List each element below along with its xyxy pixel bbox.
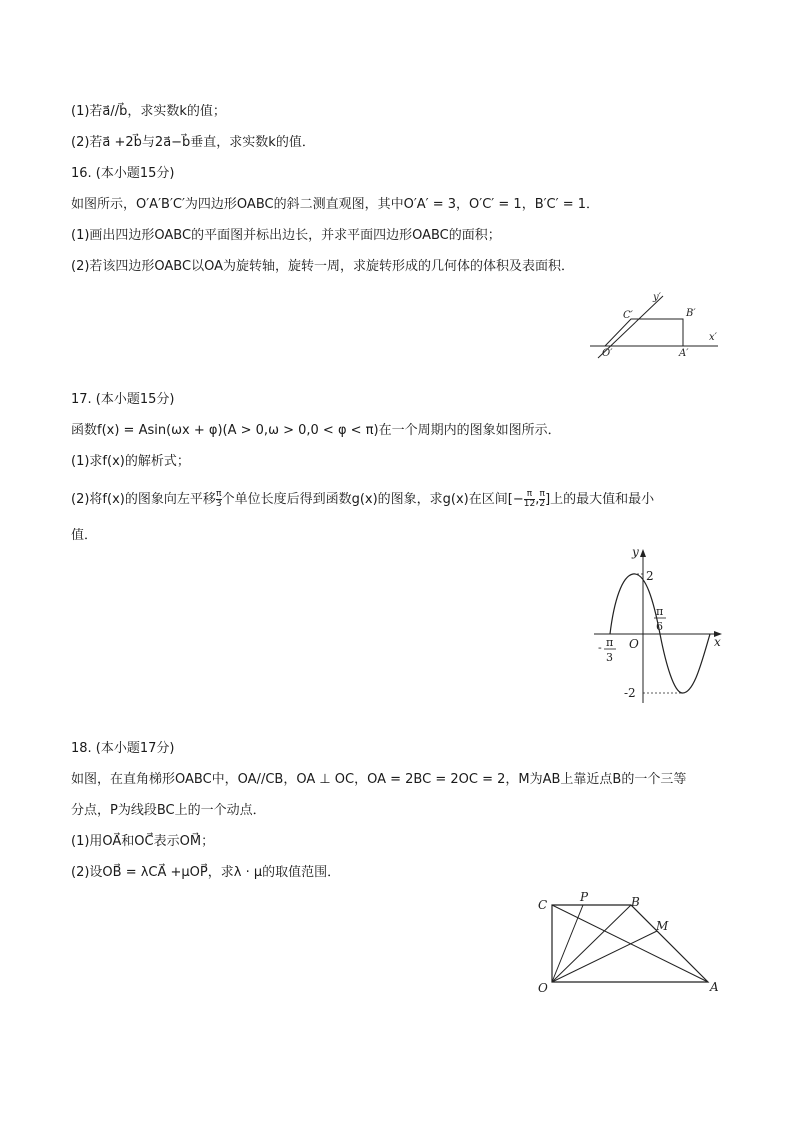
q16-part2: (2)若该四边形OABC以OA为旋转轴，旋转一周，求旋转形成的几何体的体积及表面积．	[71, 259, 574, 274]
label-y-prime: y′	[653, 292, 661, 303]
label-a-prime: A′	[679, 348, 689, 359]
tick-label-min: -2	[624, 686, 636, 700]
tick-label-pi6-num: π	[656, 605, 664, 618]
segment-ob	[552, 905, 631, 982]
segment-om	[552, 931, 657, 982]
tick-label-neg-sign: -	[598, 641, 602, 654]
label-b-prime: B′	[686, 308, 696, 319]
q18-figure	[530, 888, 730, 998]
frac-pi-3: $\frac{\pi}{3}$	[215, 489, 222, 509]
q16-stem: 如图所示，O′A′B′C′为四边形OABC的斜二测直观图，其中O′A′ = 3，O′C′ = 1，B′C′ = 1．	[71, 197, 600, 212]
segment-op	[552, 905, 583, 982]
q17-part1: (1)求f(x)的解析式；	[71, 454, 190, 469]
label-c: C	[538, 898, 548, 912]
q15-part1: (1)若a⃗//b⃗，求实数k的值；	[71, 104, 226, 119]
q17-part2-c: ]上的最大值和最小	[545, 492, 655, 507]
tick-label-pi6-den: 6	[656, 620, 663, 633]
q17-part2-a: (2)将f(x)的图象向左平移	[71, 492, 216, 507]
label-c-prime: C′	[623, 310, 633, 321]
q17-part2-b: 个单位长度后得到函数g(x)的图象，求g(x)在区间[−	[221, 492, 524, 507]
label-x-prime: x′	[709, 332, 717, 343]
q18-stem: 如图，在直角梯形OABC中，OA//CB，OA ⊥ OC，OA = 2BC = 2OC = 2，M为AB上靠近点B的一个三等	[71, 772, 687, 787]
tick-label-neg-pi3-num: π	[606, 636, 614, 649]
q17-part2: (2)将f(x)的图象向左平移 $\frac{\pi}{3}$ 个单位长度后得到函数g(x)的图象，求g(x)在区间[− $\frac{\pi}{12}$ , $\frac{\pi}{2}$ ]上的最大值和最小	[71, 489, 655, 509]
q16-heading: 16. (本小题15分)	[71, 166, 175, 181]
label-b: B	[631, 895, 640, 909]
q17-stem: 函数f(x) = Asin(ωx + φ)(A > 0,ω > 0,0 < φ < π)在一个周期内的图象如图所示．	[71, 423, 561, 438]
q18-part1: (1)用OA⃗和OC⃗表示OM⃗；	[71, 834, 215, 849]
tick-label-max: 2	[646, 569, 654, 583]
label-m: M	[656, 919, 669, 933]
label-o: O	[538, 981, 548, 995]
q16-figure	[585, 288, 725, 360]
q17-figure	[586, 543, 726, 713]
label-o-prime: O′	[602, 348, 613, 359]
label-a: A	[710, 980, 719, 994]
q16-part1: (1)画出四边形OABC的平面图并标出边长，并求平面四边形OABC的面积；	[71, 228, 501, 243]
label-p: P	[580, 890, 589, 904]
q15-part2: (2)若a⃗ +2b⃗与2a⃗−b⃗垂直，求实数k的值．	[71, 135, 315, 150]
q18-part2: (2)设OB⃗ = λCA⃗ +μOP⃗，求λ · μ的取值范围．	[71, 865, 341, 880]
q18-stem-cont: 分点，P为线段BC上的一个动点．	[71, 803, 266, 818]
q17-part2-cont: 值．	[71, 528, 98, 543]
origin-label: O	[629, 637, 639, 651]
sine-curve	[610, 574, 710, 693]
axis-label-x: x	[714, 635, 721, 649]
axis-label-y: y	[632, 545, 639, 559]
q18-heading: 18. (本小题17分)	[71, 741, 175, 756]
tick-label-neg-pi3-den: 3	[606, 651, 613, 664]
intuitive-quadrilateral	[605, 319, 683, 346]
frac-pi-12: $\frac{\pi}{12}$	[523, 489, 536, 509]
frac-pi-2: $\frac{\pi}{2}$	[539, 489, 546, 509]
q17-heading: 17. (本小题15分)	[71, 392, 175, 407]
y-axis-arrow	[640, 549, 646, 557]
